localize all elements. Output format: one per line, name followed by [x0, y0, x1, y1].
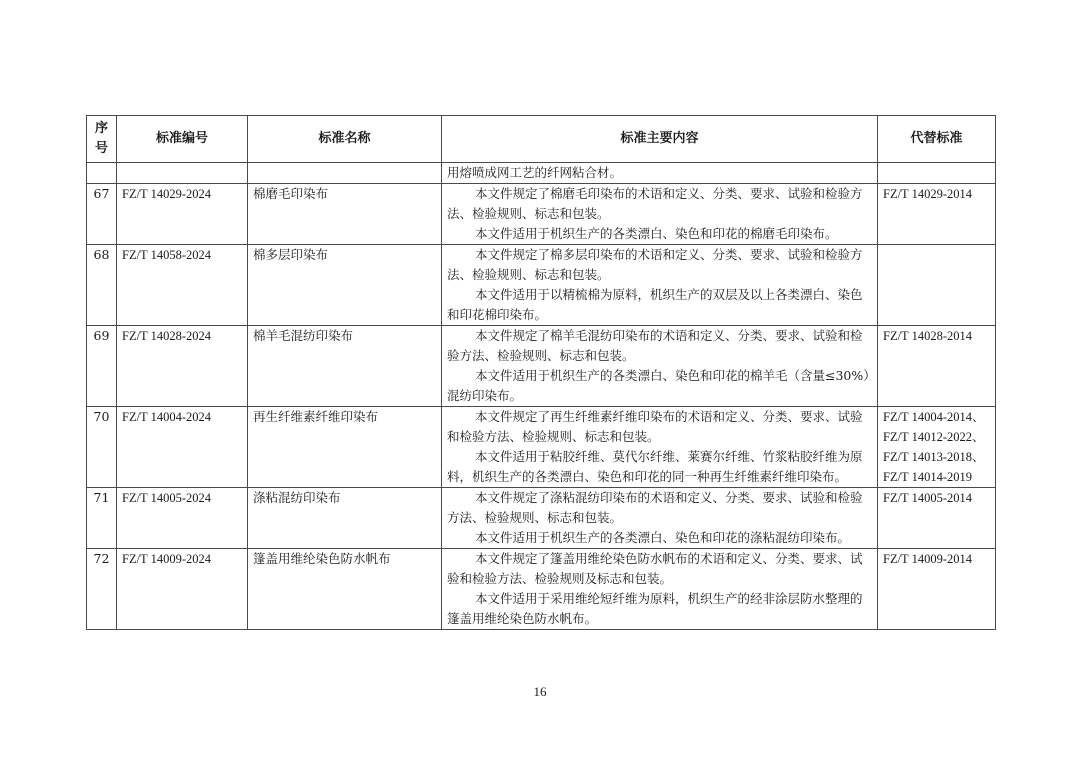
- row-name: 再生纤维素纤维印染布: [248, 407, 442, 488]
- replaced-standard: FZ/T 14014-2019: [883, 470, 973, 484]
- content-paragraph: 本文件规定了再生纤维素纤维印染布的术语和定义、分类、要求、试验和检验方法、检验规则、标志和包装。: [447, 409, 863, 444]
- header-replaces: 代替标准: [878, 116, 996, 163]
- table-row: [87, 184, 996, 245]
- header-seq-line2: 号: [94, 141, 108, 156]
- row-code: FZ/T 14009-2024: [117, 549, 248, 630]
- row-name: 棉磨毛印染布: [248, 184, 442, 245]
- header-code: 标准编号: [117, 116, 248, 163]
- row-code: FZ/T 14029-2024: [117, 184, 248, 245]
- table-row: [87, 488, 996, 549]
- continuation-row: [87, 163, 996, 184]
- row-seq: 67: [87, 184, 117, 245]
- content-paragraph: 本文件适用于以精梳棉为原料，机织生产的双层及以上各类漂白、染色和印花棉印染布。: [447, 287, 863, 322]
- row-content: [442, 488, 878, 549]
- content-paragraph: 本文件适用于机织生产的各类漂白、染色和印花的棉羊毛（含量≤30%）混纺印染布。: [447, 368, 870, 403]
- header-name: 标准名称: [248, 116, 442, 163]
- header-seq-line1: 序: [94, 121, 108, 136]
- row-seq: 69: [87, 326, 117, 407]
- content-paragraph: 本文件规定了篷盖用维纶染色防水帆布的术语和定义、分类、要求、试验和检验方法、检验规则及标志和包装。: [447, 551, 863, 586]
- table-row: [87, 245, 996, 326]
- content-paragraph: 本文件规定了棉多层印染布的术语和定义、分类、要求、试验和检验方法、检验规则、标志和包装。: [447, 247, 863, 282]
- content-paragraph: 本文件规定了棉羊毛混纺印染布的术语和定义、分类、要求、试验和检验方法、检验规则、标志和包装。: [447, 328, 863, 363]
- row-seq: 68: [87, 245, 117, 326]
- content-paragraph: 本文件适用于采用维纶短纤维为原料，机织生产的经非涂层防水整理的篷盖用维纶染色防水帆布。: [447, 591, 863, 626]
- content-paragraph: 本文件适用于机织生产的各类漂白、染色和印花的棉磨毛印染布。: [475, 226, 838, 241]
- content-paragraph: 本文件规定了涤粘混纺印染布的术语和定义、分类、要求、试验和检验方法、检验规则、标志和包装。: [447, 490, 863, 525]
- replaced-standard: FZ/T 14005-2014: [883, 491, 973, 505]
- replaced-standard: FZ/T 14029-2014: [883, 187, 973, 201]
- table-row: [87, 407, 996, 488]
- row-replaces: [878, 245, 996, 326]
- row-name: 涤粘混纺印染布: [248, 488, 442, 549]
- row-code: FZ/T 14028-2024: [117, 326, 248, 407]
- row-code: FZ/T 14005-2024: [117, 488, 248, 549]
- row-replaces: [878, 407, 996, 488]
- replaced-standard: FZ/T 14028-2014: [883, 329, 973, 343]
- table-row: [87, 549, 996, 630]
- table-row: [87, 326, 996, 407]
- row-content: [442, 407, 878, 488]
- row-replaces: [878, 326, 996, 407]
- row-replaces: [878, 549, 996, 630]
- row-replaces: [878, 488, 996, 549]
- row-seq: 72: [87, 549, 117, 630]
- replaced-standard: FZ/T 14013-2018、: [883, 450, 985, 464]
- content-paragraph: 本文件规定了棉磨毛印染布的术语和定义、分类、要求、试验和检验方法、检验规则、标志和包装。: [447, 186, 863, 221]
- row-name: 棉多层印染布: [248, 245, 442, 326]
- row-seq: 70: [87, 407, 117, 488]
- replaced-standard: FZ/T 14004-2014、: [883, 410, 985, 424]
- header-row: [87, 116, 996, 163]
- row-replaces: [878, 184, 996, 245]
- page-number: 16: [533, 684, 547, 699]
- row-name: 棉羊毛混纺印染布: [248, 326, 442, 407]
- row-content: [442, 549, 878, 630]
- row-name: 篷盖用维纶染色防水帆布: [248, 549, 442, 630]
- content-paragraph: 本文件适用于粘胶纤维、莫代尔纤维、莱赛尔纤维、竹浆粘胶纤维为原料，机织生产的各类漂白、染色和印花的同一种再生纤维素纤维印染布。: [447, 449, 863, 484]
- continuation-content: 用熔喷成网工艺的纤网粘合材。: [442, 163, 878, 184]
- replaced-standard: FZ/T 14009-2014: [883, 552, 973, 566]
- row-content: [442, 245, 878, 326]
- row-seq: 71: [87, 488, 117, 549]
- header-content: 标准主要内容: [442, 116, 878, 163]
- replaced-standard: FZ/T 14012-2022、: [883, 430, 985, 444]
- row-code: FZ/T 14058-2024: [117, 245, 248, 326]
- header-seq: [87, 116, 117, 163]
- row-code: FZ/T 14004-2024: [117, 407, 248, 488]
- standards-table: [86, 115, 996, 630]
- row-content: [442, 184, 878, 245]
- content-paragraph: 本文件适用于机织生产的各类漂白、染色和印花的涤粘混纺印染布。: [475, 530, 851, 545]
- row-content: [442, 326, 878, 407]
